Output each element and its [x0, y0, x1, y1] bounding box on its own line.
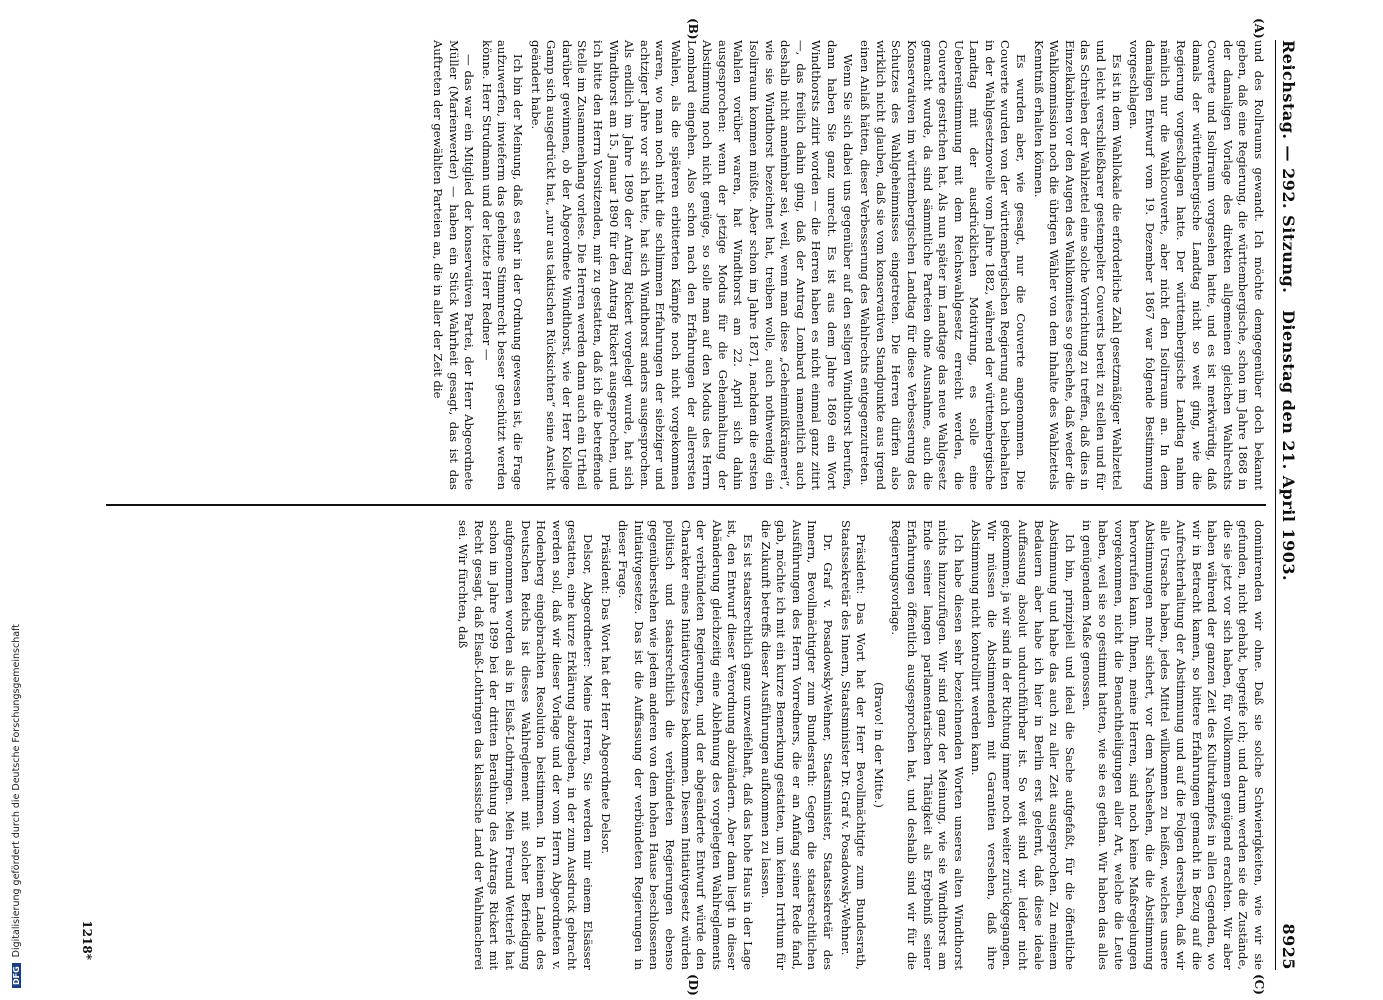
credit-text: Digitalisierung gefördert durch die Deutsche Forschungsgemeinschaft	[11, 624, 22, 958]
margin-mark-b: (B)	[686, 18, 700, 40]
right-column	[453, 520, 1266, 970]
credit-text-line	[11, 624, 22, 988]
header-page-number: 8925	[1279, 923, 1298, 970]
margin-mark-c: (C)	[1252, 974, 1266, 995]
paragraph: Es ist staatsrechtlich ganz unzweifelhaft, daß das hohe Haus in der Lage ist, den Entwurf dieser Verordnung abzuändern. Aber dann liegt in dieser Abänderung gleichzeitig eine Ablehnung des vorgelegten Wahlreglements der verbündeten Regierungen, und der abgeänderte Entwurf würde den Charakter eines Initiativgesetzes bekommen. Diesem Initiativgesetz würden politisch und staatsrechtlich die verbündeten Regierungen ebenso gegenüberstehen wie jedem anderen von dem hohen Hause beschlossenen Initiativgesetze. Das ist die Auffassung der verbündeten Regierungen in dieser Frage.	[616, 520, 755, 970]
speaker-statement: Delsor, Abgeordneter: Meine Herren, Sie werden mir einem Elsässer gestatten, eine kurze Erklärung abzugeben, in der zum Ausdruck gebracht werden soll, daß wir dieser Vorlage und der vom Herrn Abgeordneten v. Hodenberg eingebrachten Resolution beistimmen. In keinem Lande des Deutschen Reichs ist dieses Wahlreglement mit solcher Befriedigung aufgenommen worden als in Elsaß-Lothringen. Mein Freund Wetterlé hat schon im Jahre 1899 bei der dritten Berathung des Antrags Rickert mit Recht gesagt, daß Elsaß-Lothringen das klassische Land der Wahlmacherei sei. Wir fürchten, daß	[456, 520, 596, 970]
paragraph: — das war ein Mitglied der konservativen Partei, der Herr Abgeordnete Müller (Marienwerder) — haben ein Stück Wahrheit gesagt, das ist das Auftreten der gewählten Parteien an, die in aller der Zeit die	[431, 40, 477, 490]
paragraph: Wenn Sie sich dabei uns gegenüber auf den seligen Windthorst berufen, dann haben Sie ganz unrecht. Es ist aus dem Jahre 1869 ein Wort Windthorsts zitirt worden — die Herren haben es nicht einmal ganz zitirt —, das freilich dahin ging, daß der Antrag Lombard namentlich auch deshalb nicht annehmbar sei, weil, wenn man diese „Geheimnißkrämerei“, wie sie Windthorst bezeichnet hat, treiben wolle, auch nothwendig ein Isolirraum kommen müßte. Aber schon im Jahre 1871, nachdem die ersten Wahlen vorüber waren, hat Windthorst am 22. April sich dahin ausgesprochen: wenn der jetzige Modus für die Geheimhaltung der Abstimmung noch nicht genüge, so solle man auf den Modus des Herrn Lombard eingehen. Also schon nach den Erfahrungen der allerersten Wahlen, als die späteren erbitterten Kämpfe noch nicht vorgekommen waren, wo man noch nicht die schlimmen Erfahrungen der siebziger und achtziger Jahre vor sich hatte, hat sich Windthorst anders ausgesprochen. Als endlich im Jahre 1890 der Antrag Rickert vorgelegt wurde, hat sich Windthorst am 15. Januar 1890 für den Antrag Rickert ausgesprochen, und ich bitte den Herrn Vorsitzenden, mir zu gestatten, daß ich die betreffende Stelle im Zusammenhang vorlese. Die Herren werden dann auch ein Urtheil darüber gewinnen, ob der Abgeordnete Windthorst, wie der Herr Kollege Gamp sich ausgedrückt hat, „nur aus taktischen Rücksichten“ seine Ansicht geändert habe.	[528, 40, 855, 490]
page-footer-code: 1218*	[80, 920, 94, 960]
president-statement: Präsident: Das Wort hat der Herr Bevollmächtigte zum Bundesrath, Staatssekretär des Innern, Staatsminister Dr. Graf v. Posadowsky-Wehner.	[838, 520, 869, 970]
president-statement: Präsident: Das Wort hat der Herr Abgeordnete Delsor.	[598, 534, 613, 855]
quoted-provision: Es ist in dem Wahllokale die erforderliche Zahl gesetzmäßiger Wahlzettel und leicht verschließbarer gestempelter Couverts bereit zu stellen und für das Schreiben der Wahlzettel eine solche Vorrichtung zu treffen, daß dies in Einzelkabinen vor den Augen des Wahlkomitees so geschehe, daß weder die Wahlkommission noch die übrigen Wähler von dem Inhalte des Wahlzettels Kenntniß erhalten können.	[1031, 40, 1124, 490]
paragraph: Ich bin, prinzipiell und ideal die Sache aufgefaßt, für die öffentliche Abstimmung und habe das auch zu aller Zeit ausgesprochen. Zu meinem Bedauern aber habe ich hier in Berlin erst gelernt, daß diese ideale Auffassung absolut undurchführbar ist. So weit sind wir leider nicht gekommen; ja wir sind in der Richtung immer noch weiter zurückgegangen. Wir müssen die Abstimmenden mit Garantien versehen, daß ihre Abstimmung nicht kontrollirt werden kann.	[969, 520, 1077, 970]
left-column	[428, 40, 1266, 490]
header-left: Reichstag. — 292. Sitzung.	[1279, 40, 1298, 294]
digitization-credit	[0, 0, 22, 1000]
paragraph: Es wurden aber, wie gesagt, nur die Couverte angenommen. Die Couverte wurden von der württembergischen Regierung auch beibehalten in der Wahlgesetznovelle vom Jahre 1882, während der württembergische Landtag mit der ausdrücklichen Motivirung, es solle eine Uebereinstimmung mit dem Reichswahlgesetz erreicht werden, die Couverte gestrichen hat. Als nun später im Landtage das neue Wahlgesetz gemacht wurde, da sind sämmtliche Parteien ohne Ausnahme, auch die Konservativen im württembergischen Landtag für diese Verbesserung des Schutzes des Wahlgeheimnisses eingetreten. Die Herren dürfen also wirklich nicht glauben, daß sie vom konservativen Standpunkte aus irgend einen Anlaß hätten, dieser Verbesserung des Wahlrechts entgegenzutreten.	[858, 40, 1029, 490]
paragraph: und des Rollraums gewandt. Ich möchte demgegenüber doch bekannt geben, daß eine Regierung, die württembergische, schon im Jahre 1868 in der damaligen Vorlage des direkten allgemeinen gleichen Wahlrechts Couverte und Isolirraum vorgesehen hatte, und es ist merkwürdig, daß damals der württembergische Landtag nicht so weit ging, wie die Regierung vorgeschlagen hatte. Der württembergische Landtag nahm nämlich nur die Wahlcouverte, aber nicht den Isolirraum an. In dem damaligen Entwurf vom 19. Dezember 1867 war folgende Bestimmung vorgeschlagen.	[1127, 40, 1266, 490]
header-center: Dienstag den 21. April 1903.	[1279, 310, 1298, 582]
margin-mark-d: (D)	[686, 974, 700, 996]
page-header	[1274, 40, 1300, 970]
column-divider	[106, 504, 1266, 506]
dfg-logo: DFG	[12, 963, 21, 988]
header-rule	[1275, 40, 1276, 970]
paragraph: Ich habe diesen sehr bezeichnenden Worten unseres alten Windthorst nichts hinzuzufügen. Wir sind ganz der Meinung, wie sie Windthorst am Ende seiner langen parlamentarischen Thätigkeit als Ergebniß seiner Erfahrungen öffentlich ausgesprochen hat, und deshalb sind wir für die Regierungsvorlage.	[889, 520, 966, 970]
quoted-speech: Ich bin der Meinung, daß es sehr in der Ordnung gewesen ist, die Frage aufzuwerfen, inwieferm das geheime Stimmrecht besser geschützt werden könne. Herr Strudmann und der letzte Herr Redner —	[479, 40, 526, 490]
speaker-statement: Dr. Graf v. Posadowsky-Wehner, Staatsminister, Staatssekretär des Innern, Bevollmächtigter zum Bundesrath: Gegen die staatsrechtlichen Ausführungen des Herrn Vorredners, die er an Anfang seiner Rede fand, gab, möchte ich mit ein kurze Bemerkung gestatten, um keinen Irrthum für die Zukunft betreffs dieser Ausführungen aufkommen zu lassen.	[758, 520, 835, 970]
applause-note: (Bravo! in der Mitte.)	[871, 682, 886, 808]
margin-mark-a: (A)	[1252, 18, 1266, 39]
paragraph: dominirenden wir ohne. Daß sie solche Schwierigkeiten, wie wir sie gefunden, nicht gehabt, begreife ich; und darum werden sie die Zustände, die sie jetzt vor sich haben, für vollkommen genügend erachten. Wir aber haben während der ganzen Zeit des Kulturkampfes in allen Gegenden, wo wir in Betracht kamen, so bittere Erfahrungen gemacht in Bezug auf die Aufrechterhaltung der Abstimmung und auf die Folgen derselben, daß wir alle Ursache haben, jedes Mittel willkommen zu heißen, welches unsere Abstimmungen mehr sichert, vor dem Nachsehen, die die Abstimmung hervorrufen kann. Ihnen, meine Herren, sind noch keine Maßregelungen vorgekommen, nicht die Benachtheiligungen aller Art, welche die Leute haben, weil sie so gestimmt hatten, wie sie es gethan. Wir haben das alles in genügendem Maße genossen.	[1080, 520, 1266, 970]
rotated-page	[80, 18, 1300, 996]
